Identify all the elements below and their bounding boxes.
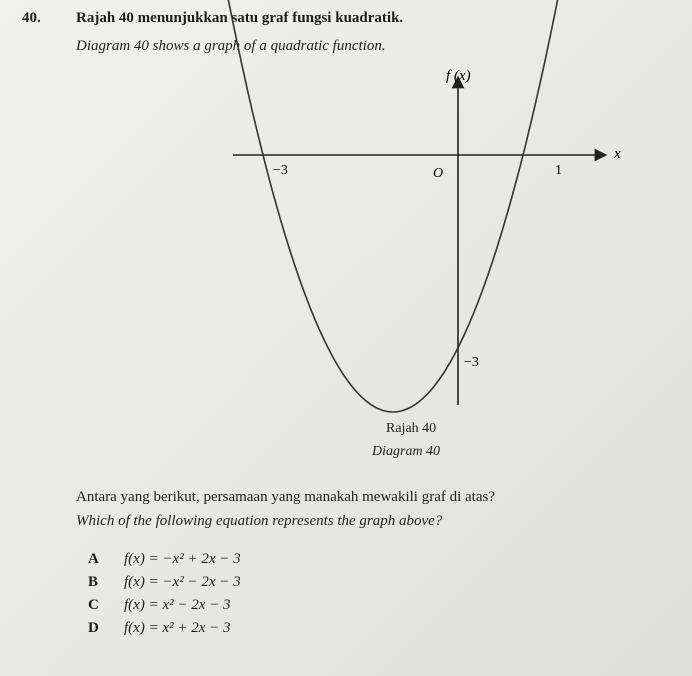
option-letter: B [88, 574, 99, 590]
option-letter: C [88, 597, 99, 613]
option-d[interactable] [88, 620, 231, 637]
question-text-malay: Rajah 40 menunjukkan satu graf fungsi kuadratik. [76, 10, 404, 26]
y-axis-label: f (x) [446, 68, 471, 84]
option-letter: D [88, 620, 99, 636]
prompt-text-english: Which of the following equation represents the graph above? [76, 513, 443, 529]
x-intercept-right-label: 1 [555, 163, 562, 178]
option-equation: f(x) = x² + 2x − 3 [124, 620, 231, 636]
option-equation: f(x) = −x² + 2x − 3 [124, 551, 241, 567]
question-number: 40. [22, 10, 41, 26]
diagram-caption-malay: Rajah 40 [386, 421, 437, 436]
option-equation: f(x) = −x² − 2x − 3 [124, 574, 241, 590]
diagram-caption-english: Diagram 40 [372, 444, 441, 459]
parabola-curve [182, 0, 611, 412]
x-axis-label: x [614, 146, 621, 162]
option-equation: f(x) = x² − 2x − 3 [124, 597, 231, 613]
prompt-text-malay: Antara yang berikut, persamaan yang manakah mewakili graf di atas? [76, 489, 495, 505]
x-intercept-left-label: −3 [273, 163, 288, 178]
option-b[interactable] [88, 574, 241, 591]
option-a[interactable] [88, 551, 241, 568]
origin-label: O [433, 166, 444, 181]
question-text-english: Diagram 40 shows a graph of a quadratic function. [76, 38, 386, 54]
option-letter: A [88, 551, 99, 567]
y-intercept-label: −3 [464, 355, 479, 370]
option-c[interactable] [88, 597, 231, 614]
